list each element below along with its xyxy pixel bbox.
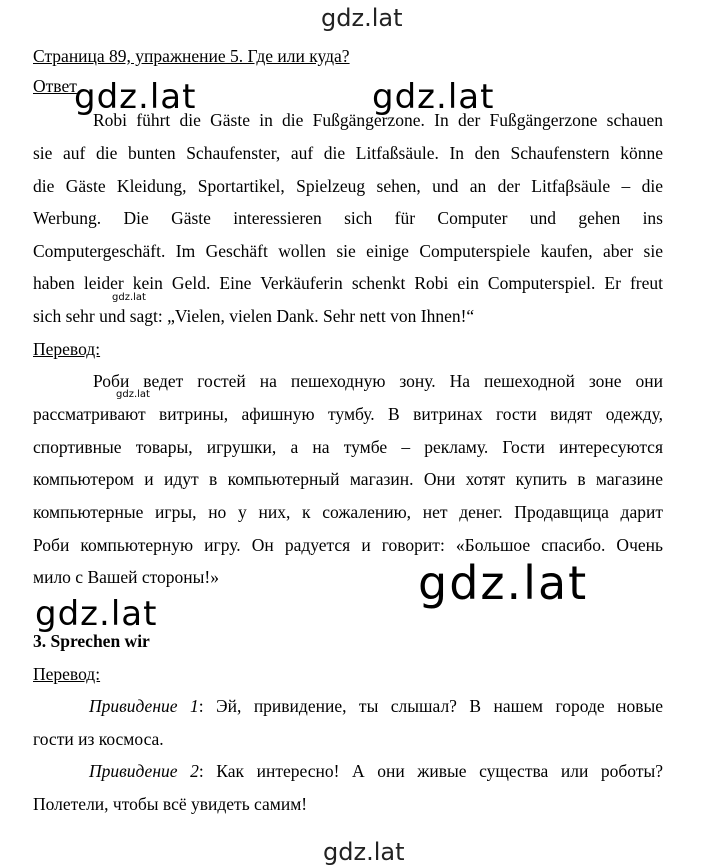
- translation-line-7: мило с Вашей стороны!»: [33, 567, 219, 587]
- translation-line-5: компьютерные игры, но у них, к сожалению, нет денег. Продавщица дарит: [33, 502, 663, 522]
- translation-line-4: компьютером и идут в компьютерный магазин. Они хотят купить в магазине: [33, 469, 663, 489]
- translation-line-1: Роби ведет гостей на пешеходную зону. На пешеходной зоне они: [93, 371, 663, 391]
- translation-line-3: спортивные товары, игрушки, а на тумбе – рекламу. Гости интересуются: [33, 437, 663, 457]
- watermark-large: gdz.lat: [418, 556, 589, 610]
- dialogue-text-1: : Эй, привидение, ты слышал? В нашем городе новые: [198, 696, 663, 716]
- speaker-2: Привидение 2: [89, 761, 199, 781]
- watermark-bottom: gdz.lat: [323, 838, 405, 866]
- dialogue-line-2b: Полетели, чтобы всё увидеть самим!: [33, 794, 308, 814]
- watermark-tiny-1: gdz.lat: [112, 292, 146, 303]
- watermark-tiny-2: gdz.lat: [116, 389, 150, 400]
- answer-label: Ответ: [33, 76, 77, 96]
- dialogue-line-1: [89, 698, 663, 716]
- dialogue-line-1b: гости из космоса.: [33, 729, 164, 749]
- page-title: Страница 89, упражнение 5. Где или куда?: [33, 46, 350, 66]
- german-line-3: die Gäste Kleidung, Sportartikel, Spielzeug sehen, und an der Litfaβsäule – die: [33, 176, 663, 196]
- german-line-7: sich sehr und sagt: „Vielen, vielen Dank. Sehr nett von Ihnen!“: [33, 306, 475, 326]
- translation-line-2: рассматривают витрины, афишную тумбу. В витринах гости видят одежду,: [33, 404, 663, 424]
- section-heading: 3. Sprechen wir: [33, 631, 150, 651]
- german-line-2: sie auf die bunten Schaufenster, auf die Litfaßsäule. In den Schaufenstern könne: [33, 143, 663, 163]
- german-line-4: Werbung. Die Gäste interessieren sich für Computer und gehen ins: [33, 208, 663, 228]
- speaker-1: Привидение 1: [89, 696, 199, 716]
- section-translation-label: Перевод:: [33, 664, 101, 684]
- german-line-5: Computergeschäft. Im Geschäft wollen sie einige Computerspiele kaufen, aber sie: [33, 241, 663, 261]
- dialogue-text-2: : Как интересно! А они живые существа или роботы?: [198, 761, 663, 781]
- german-line-6: haben leider kein Geld. Eine Verkäuferin schenkt Robi ein Computerspiel. Er freut: [33, 273, 663, 293]
- translation-line-6: Роби компьютерную игру. Он радуется и говорит: «Большое спасибо. Очень: [33, 535, 663, 555]
- translation-label: Перевод:: [33, 339, 101, 359]
- dialogue-line-2: [89, 763, 663, 781]
- watermark-lower-left: gdz.lat: [35, 594, 158, 634]
- watermark-left: gdz.lat: [74, 77, 197, 117]
- watermark-mid: gdz.lat: [372, 77, 495, 117]
- watermark-top: gdz.lat: [321, 4, 403, 32]
- german-line-1: Robi führt die Gäste in die Fußgängerzone. In der Fußgängerzone schauen: [93, 110, 663, 130]
